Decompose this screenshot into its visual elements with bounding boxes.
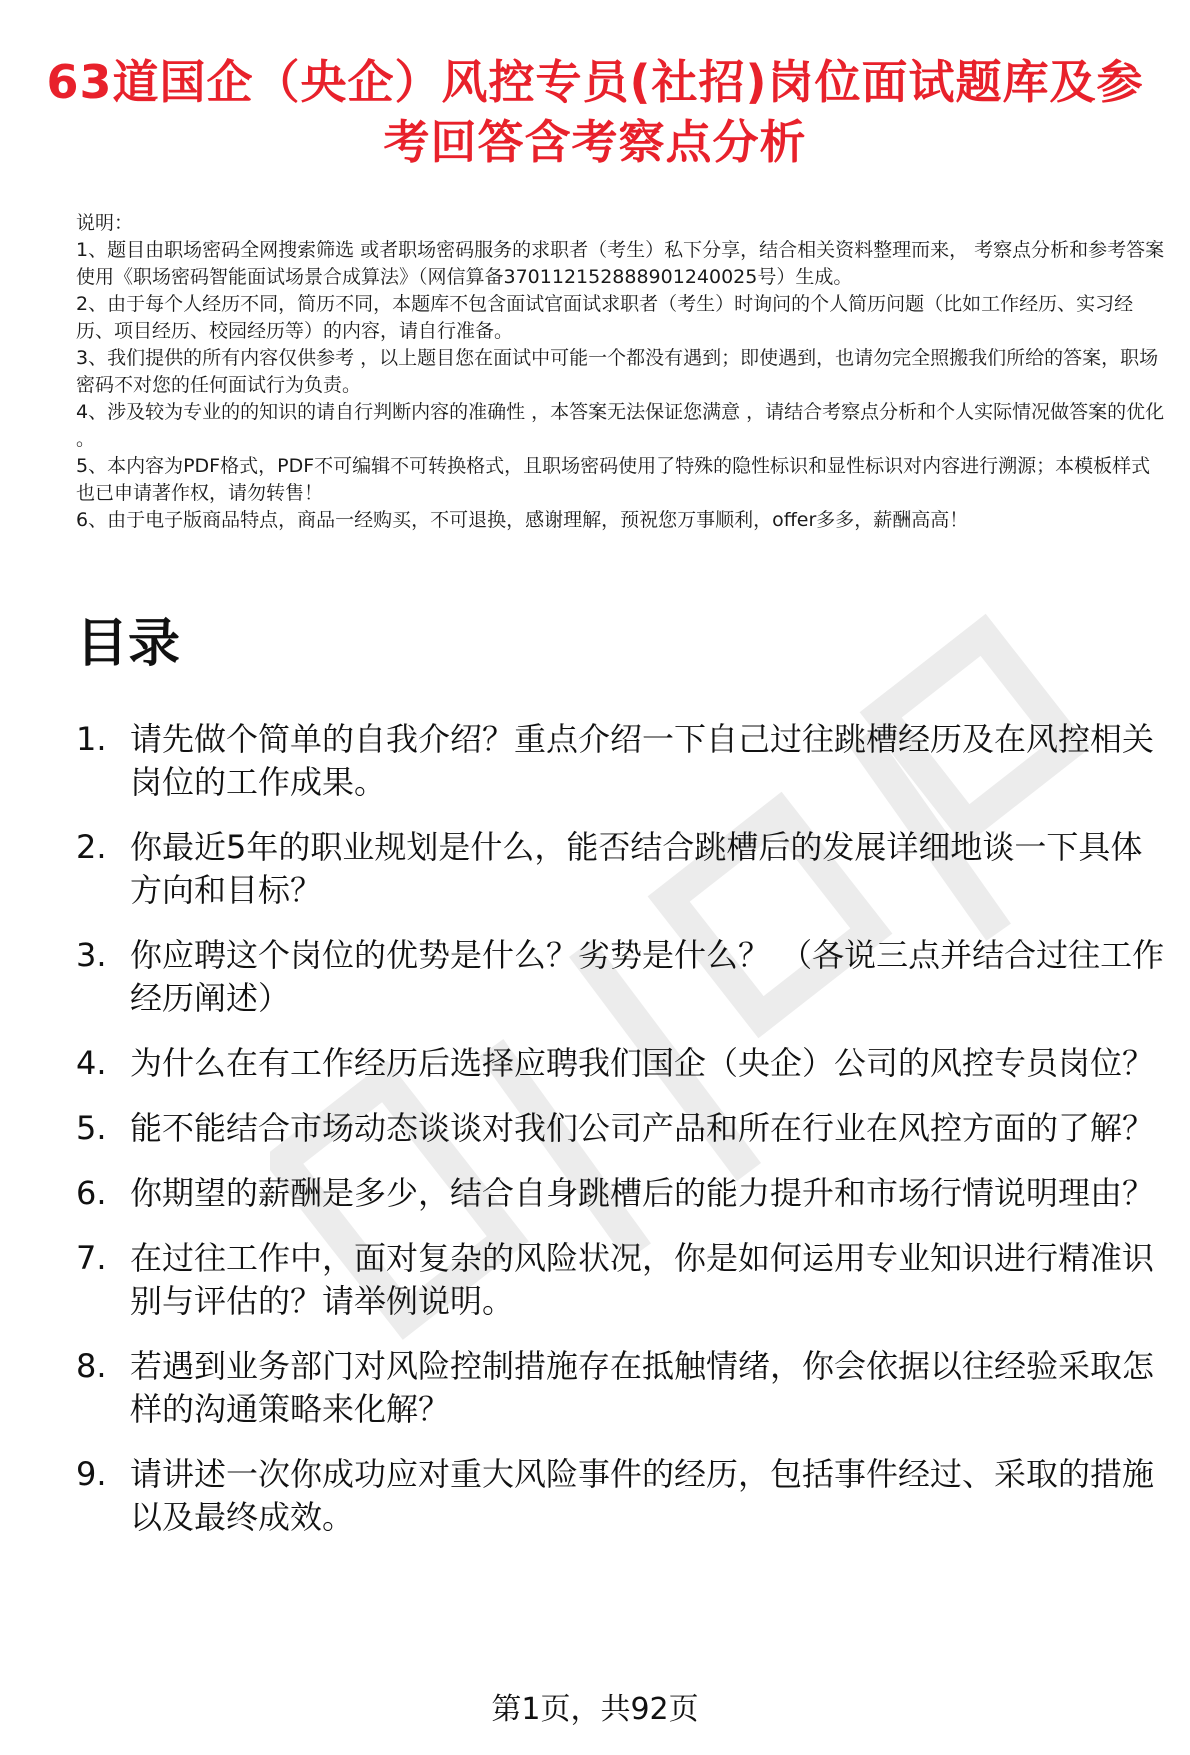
toc-heading: 目录 <box>76 614 181 674</box>
toc-item[interactable] <box>76 1172 1166 1215</box>
toc-item-text: 若遇到业务部门对风险控制措施存在抵触情绪，你会依据以往经验采取怎样的沟通策略来化解？ <box>130 1347 1155 1428</box>
note-item: 6、由于电子版商品特点，商品一经购买，不可退换，感谢理解，预祝您万事顺利，offer多多，薪酬高高！ <box>76 509 969 531</box>
toc-item-number: 3. <box>76 936 107 974</box>
toc-item[interactable] <box>76 1453 1166 1539</box>
toc-item-text: 为什么在有工作经历后选择应聘我们国企（央企）公司的风控专员岗位？ <box>130 1044 1155 1082</box>
toc-item-number: 4. <box>76 1044 107 1082</box>
note-item: 3、我们提供的所有内容仅供参考 ，以上题目您在面试中可能一个都没有遇到；即使遇到，也请勿完全照搬我们所给的答案，职场密码不对您的任何面试行为负责。 <box>76 347 1159 396</box>
notes-heading: 说明： <box>76 212 134 234</box>
toc-item-number: 5. <box>76 1109 107 1147</box>
toc-item[interactable] <box>76 934 1166 1020</box>
toc-item-text: 在过往工作中，面对复杂的风险状况，你是如何运用专业知识进行精准识别与评估的？请举例说明。 <box>130 1239 1155 1320</box>
toc-item[interactable] <box>76 1345 1166 1431</box>
toc-item[interactable] <box>76 1107 1166 1150</box>
toc-item-number: 8. <box>76 1347 107 1385</box>
document-title: 63道国企（央企）风控专员(社招)岗位面试题库及参考回答含考察点分析 <box>46 55 1144 169</box>
toc-item-text: 你期望的薪酬是多少，结合自身跳槽后的能力提升和市场行情说明理由？ <box>130 1174 1155 1212</box>
toc-item[interactable] <box>76 826 1166 912</box>
toc-item-text: 请先做个简单的自我介绍？重点介绍一下自己过往跳槽经历及在风控相关岗位的工作成果。 <box>130 720 1155 801</box>
toc-item-text: 你最近5年的职业规划是什么，能否结合跳槽后的发展详细地谈一下具体方向和目标？ <box>130 828 1143 909</box>
toc-list <box>76 718 1166 1561</box>
toc-item-number: 2. <box>76 828 107 866</box>
notes-section <box>76 210 1166 534</box>
toc-item[interactable] <box>76 1237 1166 1323</box>
note-item: 5、本内容为PDF格式，PDF不可编辑不可转换格式，且职场密码使用了特殊的隐性标识和显性标识对内容进行溯源；本模板样式也已申请著作权，请勿转售！ <box>76 455 1151 504</box>
toc-item[interactable] <box>76 718 1166 804</box>
toc-item-number: 6. <box>76 1174 107 1212</box>
toc-item-number: 7. <box>76 1239 107 1277</box>
note-item: 4、涉及较为专业的的知识的请自行判断内容的准确性 ，本答案无法保证您满意 ，请结合考察点分析和个人实际情况做答案的优化 。 <box>76 401 1165 450</box>
page-number-footer: 第1页，共92页 <box>491 1692 699 1727</box>
toc-item-text: 能不能结合市场动态谈谈对我们公司产品和所在行业在风控方面的了解？ <box>130 1109 1155 1147</box>
toc-item[interactable] <box>76 1042 1166 1085</box>
note-item: 1、题目由职场密码全网搜索筛选 或者职场密码服务的求职者（考生）私下分享，结合相关资料整理而来， 考察点分析和参考答案使用《职场密码智能面试场景合成算法》（网信算备370112152888901240025号）生成。 <box>76 239 1165 288</box>
toc-item-number: 1. <box>76 720 107 758</box>
toc-item-number: 9. <box>76 1455 107 1493</box>
toc-item-text: 请讲述一次你成功应对重大风险事件的经历，包括事件经过、采取的措施以及最终成效。 <box>130 1455 1155 1536</box>
note-item: 2、由于每个人经历不同，简历不同，本题库不包含面试官面试求职者（考生）时询问的个人简历问题（比如工作经历、实习经历、项目经历、校园经历等）的内容，请自行准备。 <box>76 293 1134 342</box>
toc-item-text: 你应聘这个岗位的优势是什么？劣势是什么？ （各说三点并结合过往工作经历阐述） <box>130 936 1165 1017</box>
